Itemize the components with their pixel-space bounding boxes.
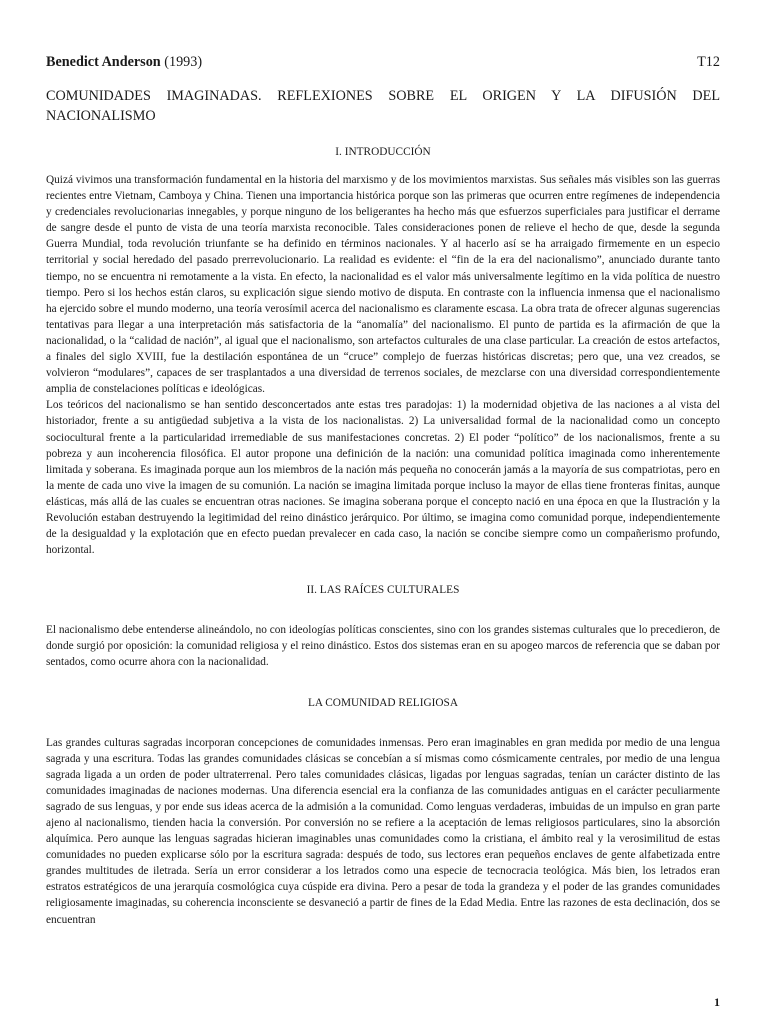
paragraph-raices-culturales: El nacionalismo debe entenderse alineándolo, no con ideologías políticas conscientes, sino con los grandes sistemas culturales que lo precedieron, de donde surgió por oposición: la comunidad religiosa y el reino dinástico. Estos dos sistemas eran en su apogeo marcos de referencia que se daban por sentados, como ocurre ahora con la nacionalidad. (46, 624, 720, 669)
paragraph-introduccion-2: Los teóricos del nacionalismo se han sentido desconcertados ante estas tres paradojas: 1) la modernidad objetiva de las naciones a al vista del historiador, frente a su antigüedad subjetiva a la vista de los nacionalistas. 2) La universalidad formal de la nacionalidad como un concepto sociocultural frente a la particularidad irremediable de sus manifestaciones concretas. 2) El poder “político” de los nacionalismos, frente a su pobreza y aun incoherencia filosófica. El autor propone una definición de la nación: una comunidad política imaginada como inherentemente limitada y soberana. Es imaginada porque aun los miembros de la nación más pequeña no conocerán jamás a la mayoría de sus compatriotas, pero en la mente de cada uno vive la imagen de su comunión. La nación se imagina limitada porque incluso la mayor de ellas tiene fronteras finitas, aunque elásticas, más allá de las cuales se encuentran otras naciones. Se imagina soberana porque el concepto nació en una época en que la Ilustración y la Revolución estaban destruyendo la legitimidad del reino dinástico jerárquico. Por último, se imagina como comunidad porque, independientemente de la desigualdad y la explotación que en efecto puedan prevalecer en cada caso, la nación se concibe siempre como un compañerismo profundo, horizontal. (46, 399, 720, 557)
document-title: COMUNIDADES IMAGINADAS. REFLEXIONES SOBRE EL ORIGEN Y LA DIFUSIÓN DEL NACIONALISMO (46, 88, 720, 124)
document-page (46, 52, 720, 928)
section-heading-raices-culturales: II. LAS RAÍCES CULTURALES (306, 584, 460, 597)
author-name: Benedict Anderson (46, 54, 161, 70)
document-code: T12 (697, 54, 720, 70)
author-citation (46, 52, 202, 72)
section-heading-introduccion: I. INTRODUCCIÓN (335, 146, 431, 158)
paragraph-introduccion-1: Quizá vivimos una transformación fundamental en la historia del marxismo y de los movimientos marxistas. Sus señales más visibles son las guerras recientes entre Vietnam, Camboya y China. Tienen una importancia histórica porque son las primeras que ocurren entre regímenes de independencia y credenciales revolucionarias innegables, y porque ninguno de los beligerantes ha hecho más que esfuerzos superficiales para justificar el derrame de sangre desde el punto de vista de una teoría marxista reconocible. Tales consideraciones ponen de relieve el hecho de que, desde la segunda Guerra Mundial, toda revolución triunfante se ha definido en términos nacionales. Y al hacerlo así se ha arraigado firmemente en un especio territorial y social heredado del pasado prerrevolucionario. La realidad es evidente: el “fin de la era del nacionalismo”, anunciado durante tanto tiempo, no se encuentra ni remotamente a la vista. En efecto, la nacionalidad es el valor más universalmente legítimo en la vida política de nuestro tiempo. Pero si los hechos están claros, su explicación sigue siendo motivo de disputa. En contraste con la influencia inmensa que el nacionalismo ha ejercido sobre el mundo moderno, una teoría verosímil acerca del nacionalismo es claramente escasa. La obra trata de ofrecer algunas sugerencias tentativas para llegar a una interpretación más satisfactoria de la “anomalía” del nacionalismo. El punto de partida es la afirmación de que la nacionalidad, o la “calidad de nación”, al igual que el nacionalismo, son artefactos culturales de una clase particular. La creación de estos artefactos, a finales del siglo XVIII, fue la destilación espontánea de un “cruce” complejo de fuerzas históricas discretas; pero que, una vez creados, se volvieron “modulares”, capaces de ser trasplantados a una diversidad de terrenos sociales, de mezclarse con una diversidad correspondientemente amplia de constelaciones políticas e ideológicas. (46, 174, 720, 396)
publication-year: (1993) (164, 54, 203, 70)
subsection-heading-comunidad-religiosa: LA COMUNIDAD RELIGIOSA (308, 696, 458, 709)
author-line (46, 52, 720, 72)
page-number: 1 (714, 995, 720, 1009)
paragraph-comunidad-religiosa: Las grandes culturas sagradas incorporan concepciones de comunidades inmensas. Pero eran imaginables en gran medida por medio de una lengua sagrada y una escritura. Todas las grandes comunidades clásicas se concebían a sí mismas como cósmicamente centrales, por medio de una lengua sagrada ligada a un orden de poder ultraterrenal. Pero tales comunidades clásicas, ligadas por lenguas sagradas, tenían un carácter distinto de las comunidades imaginadas de naciones modernas. Una diferencia esencial era la confianza de las comunidades antiguas en el carácter peculiarmente sagrado de sus lenguas, y por ende sus ideas acerca de la admisión a la comunidad. Como lenguas verdaderas, imbuidas de un impulso en gran parte ajeno al nacionalismo, tienden hacia la conversión. Por conversión no se refiere a la aceptación de lemas religiosos particulares, sino la absorción alquímica. Pero aunque las lenguas sagradas hicieran imaginables unas comunidades como la cristiana, el ámbito real y la verosimilitud de estas comunidades no pueden explicarse sólo por la escritura sagrada: después de todo, sus lectores eran pequeños enclaves de gente alfabetizada entre grandes multitudes de iletrada. Sería un error considerar a los letrados como una especie de tecnocracia teológica. Más bien, los letrados eran estratos estratégicos de una jerarquía cosmológica cuya cúspide era divina. Pero a pesar de toda la grandeza y el poder de las grandes comunidades religiosamente imaginadas, su coherencia inconsciente se desvaneció a partir de fines de la Edad Media. Entre las razones de esta declinación, dos se encuentran (46, 736, 720, 926)
